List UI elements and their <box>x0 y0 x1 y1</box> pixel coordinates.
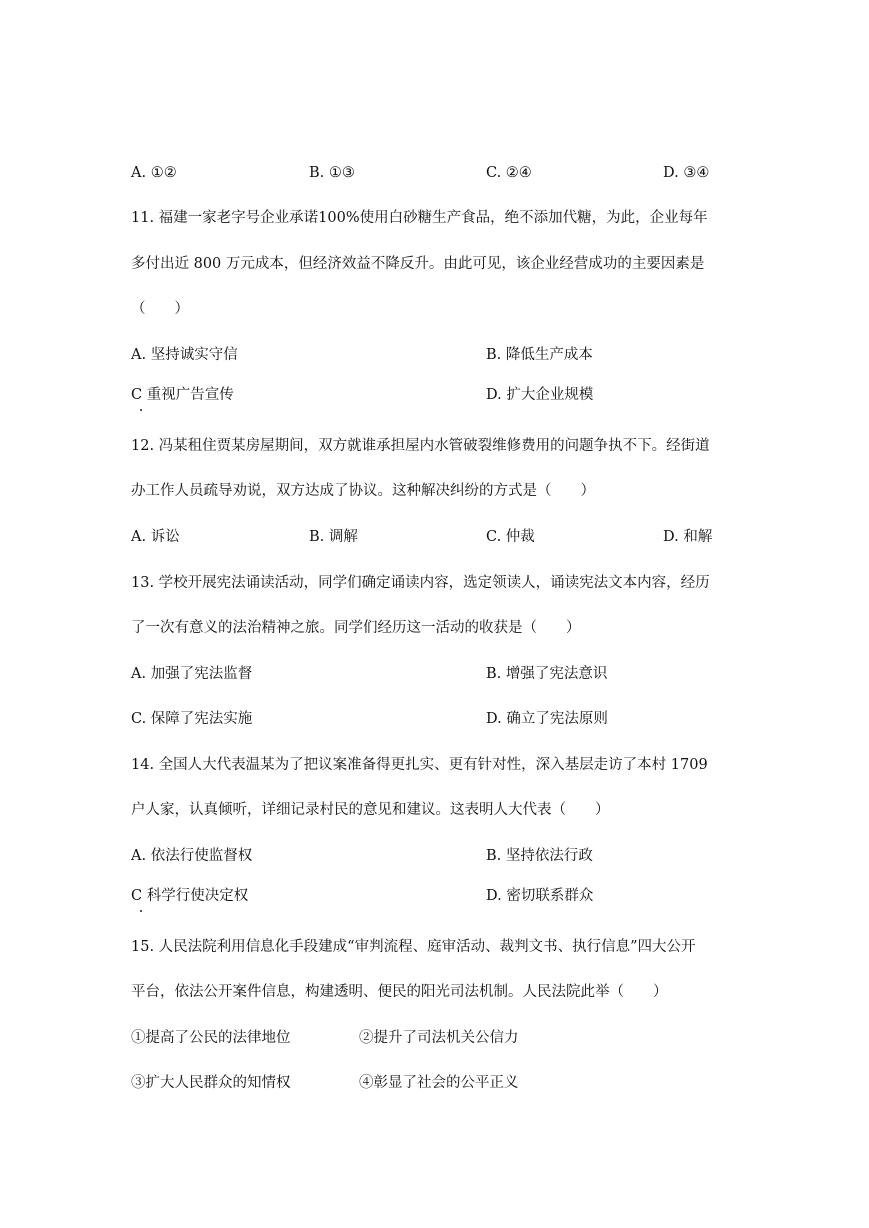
q12-option-b: B. 调解 <box>309 529 358 545</box>
q13-option-b: B. 增强了宪法意识 <box>486 666 608 682</box>
q14-option-a: A. 依法行使监督权 <box>131 848 253 864</box>
q11-option-b: B. 降低生产成本 <box>486 347 593 363</box>
q11-option-c: C 重视广告宣传 <box>131 387 234 403</box>
q11-stem-line-2: 多付出近 800 万元成本，但经济效益不降反升。由此可见，该企业经营成功的主要因素是 <box>131 256 705 272</box>
q12-option-a: A. 诉讼 <box>131 529 180 545</box>
q10-option-b: B. ①③ <box>309 165 355 181</box>
q11-option-c-dot <box>140 409 142 411</box>
q11-option-a: A. 坚持诚实守信 <box>131 347 238 363</box>
q14-option-c-dot <box>140 910 142 912</box>
q13-stem-line-1: 13. 学校开展宪法诵读活动，同学们确定诵读内容，选定领读人，诵读宪法文本内容，经历 <box>131 575 710 591</box>
q13-option-c: C. 保障了宪法实施 <box>131 711 253 727</box>
q13-option-d: D. 确立了宪法原则 <box>486 711 608 727</box>
q10-option-c: C. ②④ <box>486 165 532 181</box>
q13-stem-line-2: 了一次有意义的法治精神之旅。同学们经历这一活动的收获是（ ） <box>131 620 581 636</box>
q14-stem-line-1: 14. 全国人大代表温某为了把议案准备得更扎实、更有针对性，深入基层走访了本村 1709 <box>131 757 708 773</box>
q11-stem-line-1: 11. 福建一家老字号企业承诺100%使用白砂糖生产食品，绝不添加代糖，为此，企业每年 <box>131 210 708 226</box>
q15-item-4: ④彰显了社会的公平正义 <box>359 1075 519 1091</box>
q13-option-a: A. 加强了宪法监督 <box>131 666 253 682</box>
q14-option-c: C 科学行使决定权 <box>131 888 249 904</box>
q10-option-d: D. ③④ <box>663 165 710 181</box>
q12-option-c: C. 仲裁 <box>486 529 535 545</box>
q12-stem-line-2: 办工作人员疏导劝说，双方达成了协议。这种解决纠纷的方式是（ ） <box>131 483 595 499</box>
q12-stem-line-1: 12. 冯某租住贾某房屋期间，双方就谁承担屋内水管破裂维修费用的问题争执不下。经街道 <box>131 438 710 454</box>
q15-item-1: ①提高了公民的法律地位 <box>131 1030 291 1046</box>
q10-option-a: A. ①② <box>131 165 177 181</box>
q15-stem-line-2: 平台，依法公开案件信息，构建透明、便民的阳光司法机制。人民法院此举（ ） <box>131 984 668 1000</box>
q14-stem-line-2: 户人家，认真倾听，详细记录村民的意见和建议。这表明人大代表（ ） <box>131 802 610 818</box>
q12-option-d: D. 和解 <box>663 529 713 545</box>
q14-option-b: B. 坚持依法行政 <box>486 848 593 864</box>
q15-item-2: ②提升了司法机关公信力 <box>359 1030 519 1046</box>
q11-stem-line-3: （ ） <box>131 301 189 317</box>
q14-option-d: D. 密切联系群众 <box>486 888 594 904</box>
q11-option-d: D. 扩大企业规模 <box>486 387 594 403</box>
q15-item-3: ③扩大人民群众的知情权 <box>131 1075 291 1091</box>
q15-stem-line-1: 15. 人民法院利用信息化手段建成“审判流程、庭审活动、裁判文书、执行信息”四大公开 <box>131 939 696 955</box>
